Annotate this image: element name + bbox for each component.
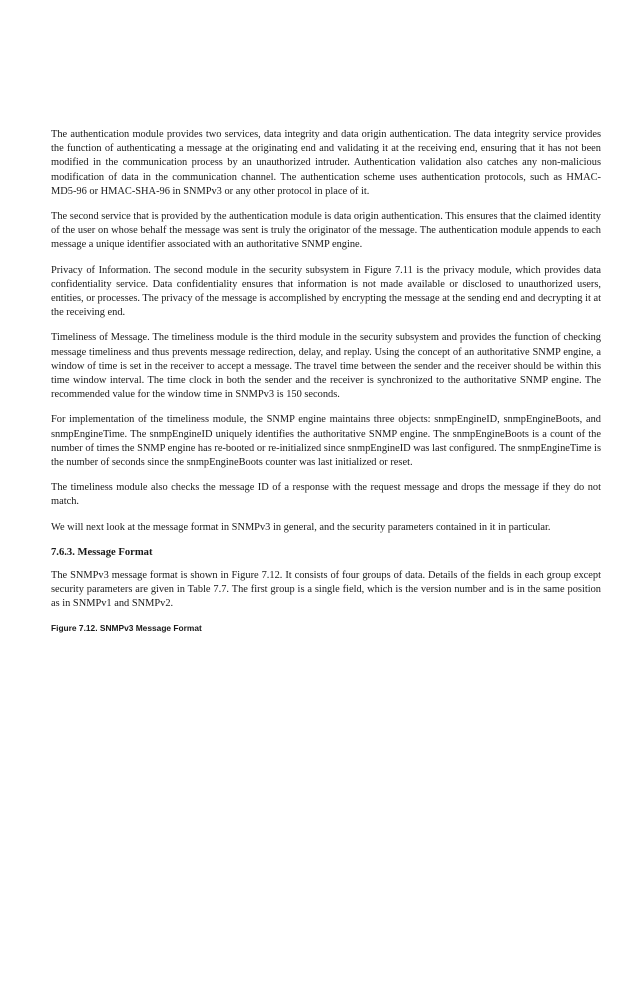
paragraph-message-format: The SNMPv3 message format is shown in Figure 7.12. It consists of four groups of data. Details of the fields in each group except security parameters are given in Table 7.7. The first group is a single field, which is the version number and is in the same position as in SNMPv1 and SNMPv2. — [51, 569, 601, 610]
figure-caption: Figure 7.12. SNMPv3 Message Format — [51, 623, 202, 634]
paragraph-privacy-of-information: Privacy of Information. The second module in the security subsystem in Figure 7.11 is the privacy module, which provides data confidentiality service. Data confidentiality ensures that information is not made available or disclosed to unauthorized users, entities, or processes. The privacy of the message is accomplished by encrypting the message at the sending end and decrypting it at the receiving end. — [51, 264, 601, 319]
paragraph-timeliness-implementation: For implementation of the timeliness module, the SNMP engine maintains three objects: snmpEngineID, snmpEngineBoots, and snmpEngineTime. The snmpEngineID uniquely identifies the authoritative SNMP engine. The snmpEngineBoots is a count of the number of times the SNMP engine has re-booted or re-initialized since snmpEngineID was last configured. The snmpEngineTime is the number of seconds since the snmpEngineBoots counter was last initialized or reset. — [51, 414, 601, 469]
paragraph-next-look: We will next look at the message format in SNMPv3 in general, and the security parameters contained in it in particular. — [51, 521, 551, 533]
paragraph-message-id-check: The timeliness module also checks the message ID of a response with the request message and drops the message if they do not match. — [51, 482, 601, 508]
paragraph-timeliness-of-message: Timeliness of Message. The timeliness module is the third module in the security subsystem and provides the function of checking message timeliness and thus prevents message redirection, delay, and replay. Using the concept of an authoritative SNMP engine, a window of time is set in the receiver to accept a message. The travel time between the sender and the receiver should be within this time window interval. The time clock in both the sender and the receiver is synchronized to the authoritative SNMP engine. The recommended value for the window time in SNMPv3 is 150 seconds. — [51, 332, 601, 401]
paragraph-data-origin-authentication: The second service that is provided by the authentication module is data origin authentication. This ensures that the claimed identity of the user on whose behalf the message was sent is truly the originator of the message. The authentication module appends to each message a unique identifier associated with an authoritative SNMP engine. — [51, 211, 601, 251]
paragraph-authentication-module: The authentication module provides two services, data integrity and data origin authentication. The data integrity service provides the function of authenticating a message at the originating end and validating it at the receiving end, ensuring that it has not been modified in the communication process by an unauthorized intruder. Authentication validation also catches any non-malicious modification of data in the communication channel. The authentication scheme uses authentication protocols, such as HMAC-MD5-96 or HMAC-SHA-96 in SNMPv3 or any other protocol in place of it. — [51, 129, 601, 197]
section-heading: 7.6.3. Message Format — [51, 546, 153, 558]
document-page — [51, 128, 601, 634]
